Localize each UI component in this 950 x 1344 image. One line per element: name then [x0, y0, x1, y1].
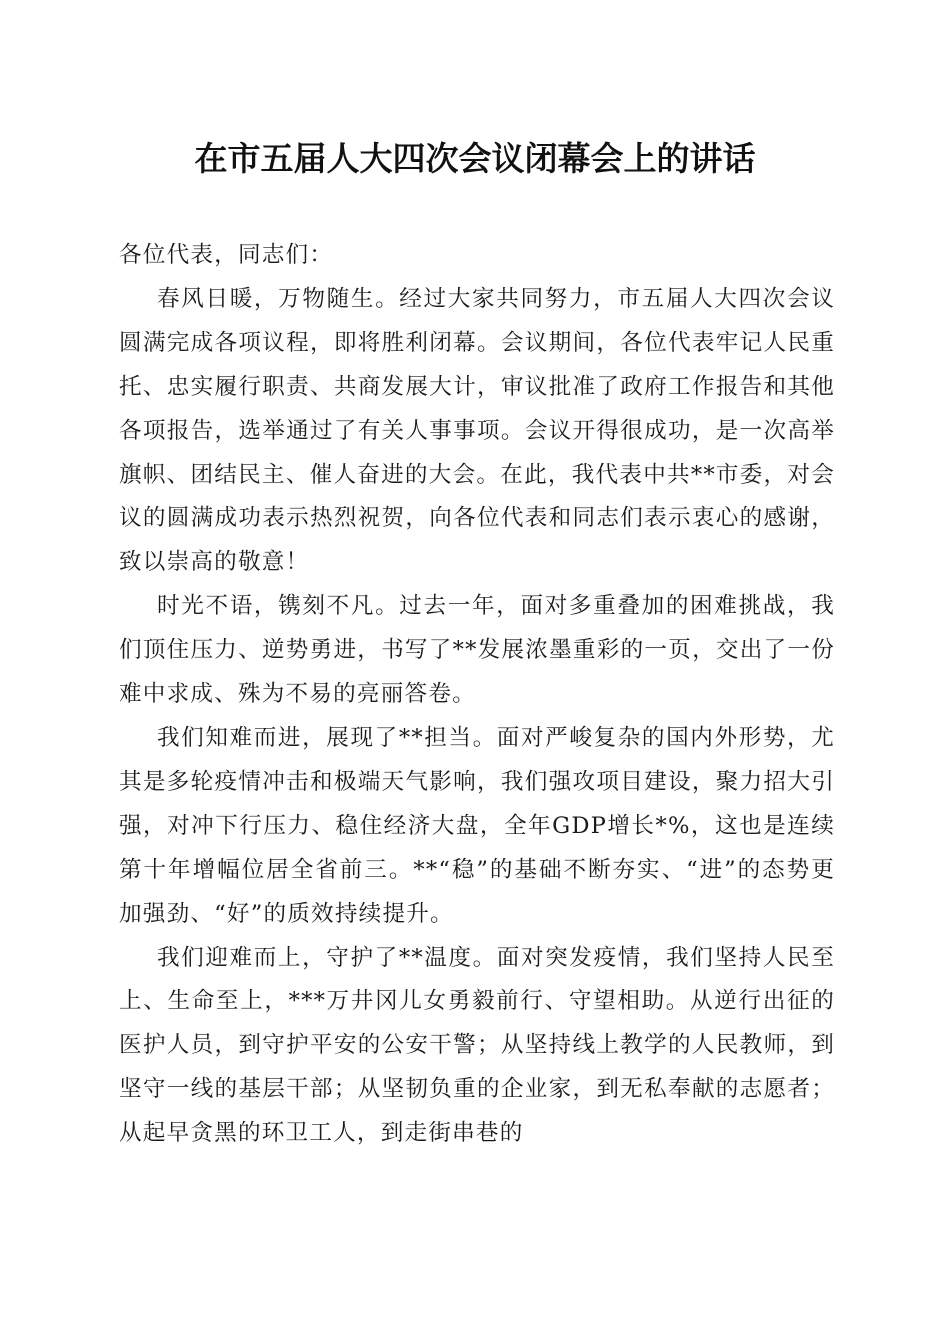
- salutation: 各位代表，同志们：: [119, 242, 334, 268]
- document-title: 在市五届人大四次会议闭幕会上的讲话: [194, 139, 756, 178]
- paragraph-3: 我们知难而进，展现了**担当。面对严峻复杂的国内外形势，尤其是多轮疫情冲击和极端天气影响，我们强攻项目建设，聚力招大引强，对冲下行压力、稳住经济大盘，全年GDP增长*%，这也是连续第十年增幅位居全省前三。**“稳”的基础不断夯实、“进”的态势更加强劲、“好”的质效持续提升。: [119, 724, 835, 927]
- paragraph-4: 我们迎难而上，守护了**温度。面对突发疫情，我们坚持人民至上、生命至上，***万井冈儿女勇毅前行、守望相助。从逆行出征的医护人员，到守护平安的公安干警；从坚持线上教学的人民教师，到坚守一线的基层干部；从坚韧负重的企业家，到无私奉献的志愿者；从起早贪黑的环卫工人，到走街串巷的: [119, 944, 835, 1147]
- paragraph-2: 时光不语，镌刻不凡。过去一年，面对多重叠加的困难挑战，我们顶住压力、逆势勇进，书写了**发展浓墨重彩的一页，交出了一份难中求成、殊为不易的亮丽答卷。: [119, 593, 835, 708]
- document-body: [119, 234, 835, 1156]
- paragraph-1: 春风日暖，万物随生。经过大家共同努力，市五届人大四次会议圆满完成各项议程，即将胜利闭幕。会议期间，各位代表牢记人民重托、忠实履行职责、共商发展大计，审议批准了政府工作报告和其他各项报告，选举通过了有关人事事项。会议开得很成功，是一次高举旗帜、团结民主、催人奋进的大会。在此，我代表中共**市委，对会议的圆满成功表示热烈祝贺，向各位代表和同志们表示衷心的感谢，致以崇高的敬意！: [119, 285, 835, 576]
